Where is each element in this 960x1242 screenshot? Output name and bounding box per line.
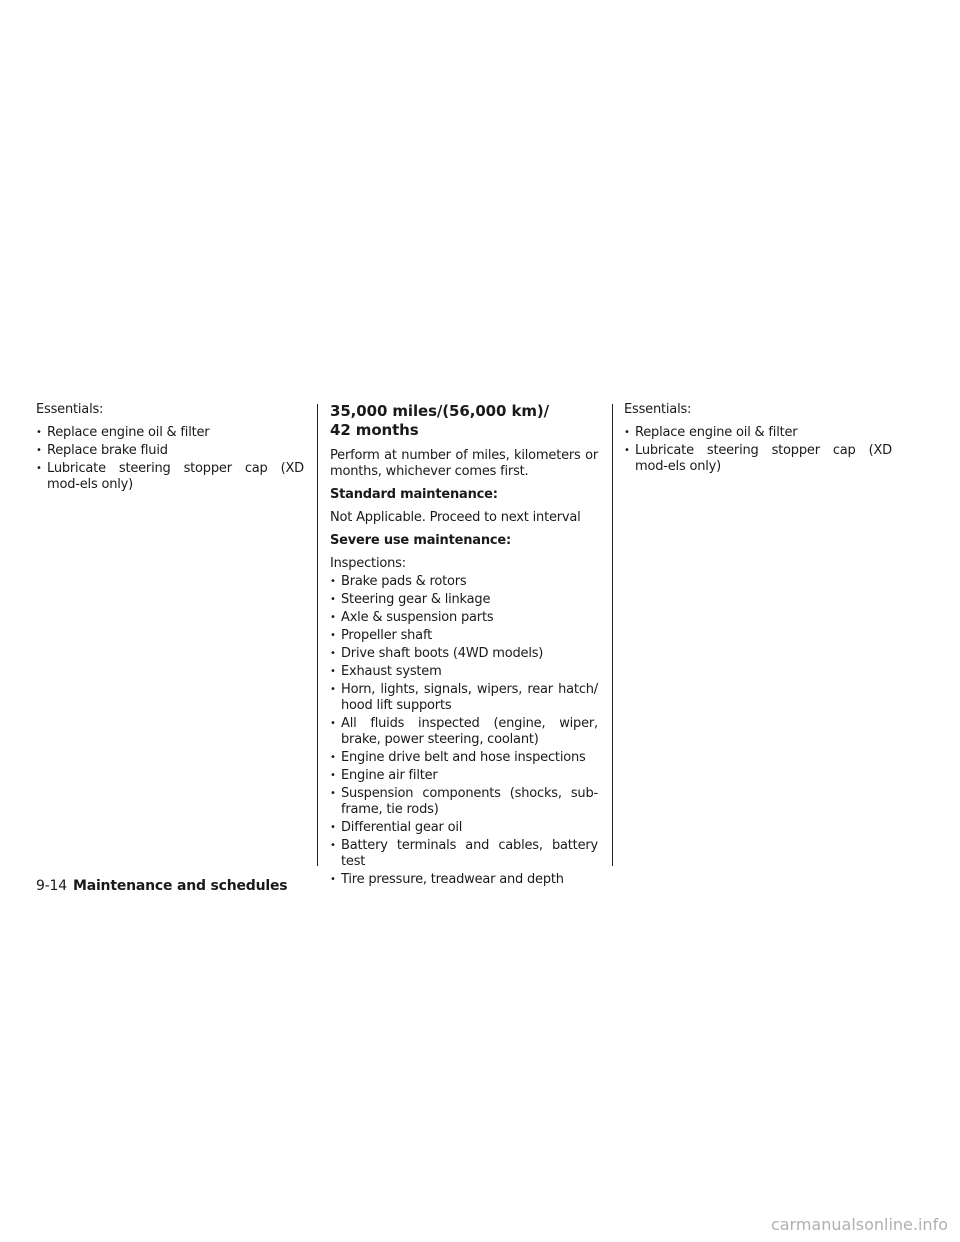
column-divider — [612, 404, 613, 866]
list-item: • Replace engine oil & filter — [624, 425, 892, 441]
essentials-label: Essentials: — [624, 402, 692, 417]
interval-heading — [330, 402, 598, 440]
list-item: • Steering gear & linkage — [330, 592, 598, 608]
interval-heading-line: 35,000 miles/(56,000 km)/ — [330, 402, 549, 420]
essentials-list — [36, 425, 304, 493]
severe-maintenance-label: Severe use maintenance: — [330, 533, 512, 548]
standard-maintenance-label: Standard maintenance: — [330, 487, 498, 502]
list-item: • Lubricate steering stopper cap (XD mod-els only) — [624, 443, 892, 475]
standard-maintenance-text: Not Applicable. Proceed to next interval — [330, 510, 581, 525]
list-item: • Propeller shaft — [330, 628, 598, 644]
list-item: • Differential gear oil — [330, 820, 598, 836]
list-item: • Axle & suspension parts — [330, 610, 598, 626]
list-item: • Battery terminals and cables, battery test — [330, 838, 598, 870]
inspections-list — [330, 574, 598, 888]
list-item: • Horn, lights, signals, wipers, rear hatch/ hood lift supports — [330, 682, 598, 714]
interval-intro: Perform at number of miles, kilometers or months, whichever comes first. — [330, 448, 598, 479]
list-item: • Tire pressure, treadwear and depth — [330, 872, 598, 888]
interval-heading-line: 42 months — [330, 421, 419, 439]
list-item: • All fluids inspected (engine, wiper, brake, power steering, coolant) — [330, 716, 598, 748]
list-item: • Replace engine oil & filter — [36, 425, 304, 441]
watermark: carmanualsonline.info — [770, 1215, 948, 1234]
column-divider — [317, 404, 318, 866]
list-item: • Engine drive belt and hose inspections — [330, 750, 598, 766]
essentials-label: Essentials: — [36, 402, 104, 417]
list-item: • Brake pads & rotors — [330, 574, 598, 590]
middle-column — [330, 402, 598, 890]
list-item: • Exhaust system — [330, 664, 598, 680]
essentials-list — [624, 425, 892, 475]
page-footer — [36, 877, 287, 895]
section-title: Maintenance and schedules — [72, 878, 288, 894]
list-item: • Replace brake fluid — [36, 443, 304, 459]
left-column — [36, 402, 304, 495]
list-item: • Drive shaft boots (4WD models) — [330, 646, 598, 662]
inspections-label: Inspections: — [330, 556, 406, 571]
list-item: • Suspension components (shocks, sub-frame, tie rods) — [330, 786, 598, 818]
page-number: 9-14 — [36, 878, 67, 894]
right-column — [624, 402, 892, 477]
list-item: • Engine air filter — [330, 768, 598, 784]
list-item: • Lubricate steering stopper cap (XD mod-els only) — [36, 461, 304, 493]
